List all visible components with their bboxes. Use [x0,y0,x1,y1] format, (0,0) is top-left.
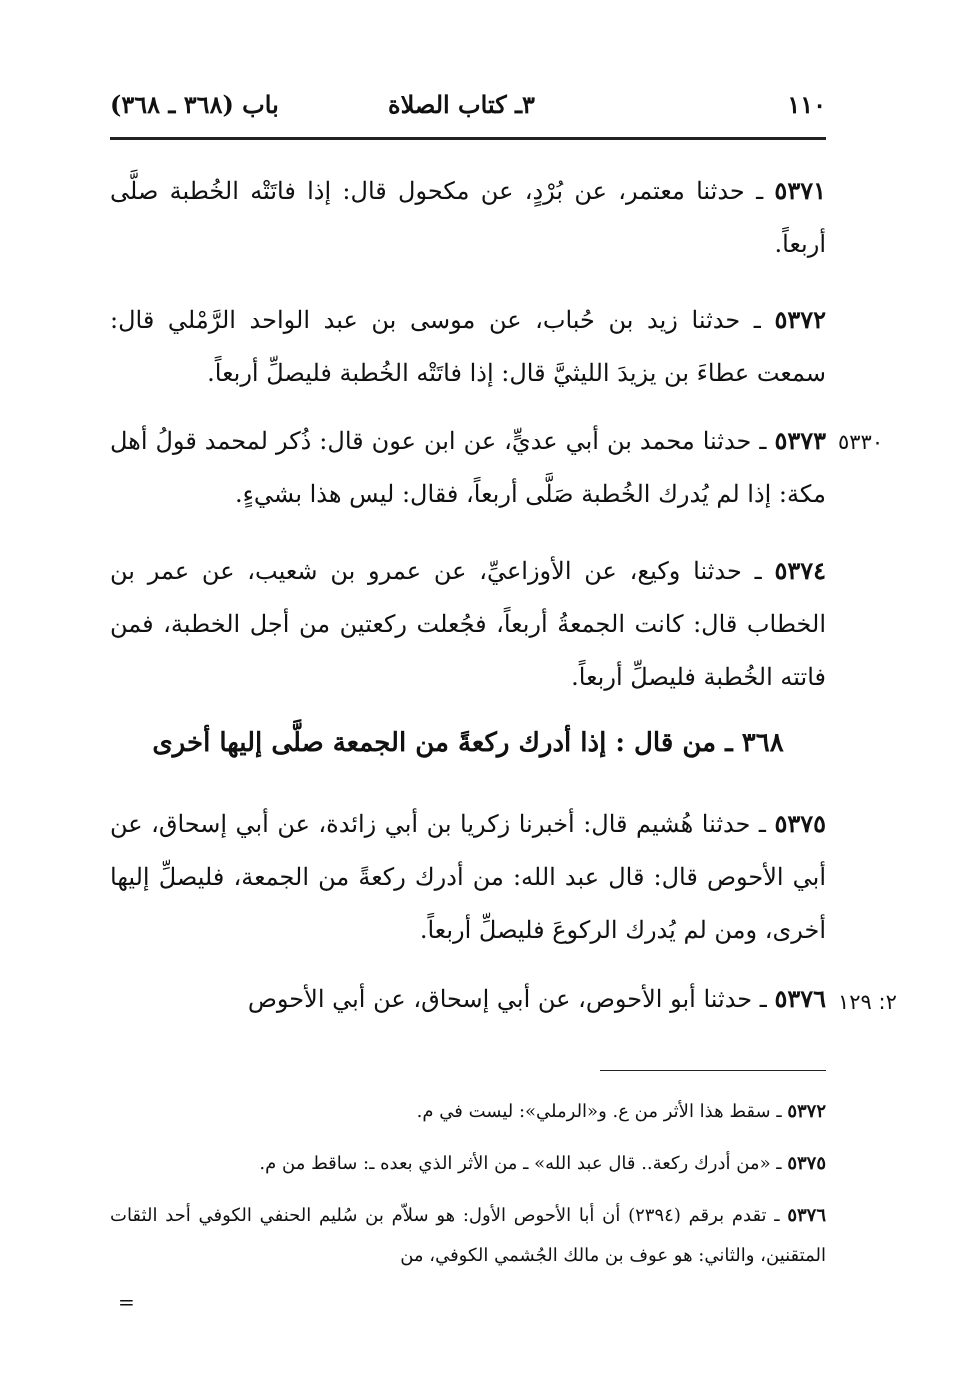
hadith-number: ٥٣٧٥ [774,809,826,838]
hadith-text: ـ حدثنا معتمر، عن بُرْدٍ، عن مكحول قال: إذا فاتَتْه الخُطبة صلَّى أربعاً. [110,177,826,258]
book-title: ٣ـ كتاب الصلاة [388,90,535,119]
hadith-number: ٥٣٧٤ [774,556,826,585]
continuation-mark: = [118,1290,135,1314]
page-number: ١١٠ [787,90,826,119]
footnote [110,1144,826,1184]
footnote-text: ـ تقدم برقم (٢٣٩٤) أن أبا الأحوص الأول: هو سلاّم بن سُليم الحنفي الكوفي أحد الثقات المتقنين، والثاني: هو عوف بن مالك الجُشمي الكوفي، من [110,1205,826,1266]
hadith-number: ٥٣٧٣ [774,426,826,455]
hadith-number: ٥٣٧٦ [774,984,826,1013]
hadith-5376 [110,972,826,1026]
hadith-text: ـ حدثنا أبو الأحوص، عن أبي إسحاق، عن أبي الأحوص [247,985,767,1013]
header-rule [110,137,826,140]
page-header [110,82,826,126]
footnote-number: ٥٣٧٥ [787,1153,826,1174]
footnote [110,1196,826,1276]
hadith-5371 [110,164,826,271]
hadith-5373 [110,414,826,521]
hadith-text: ـ حدثنا محمد بن أبي عديٍّ، عن ابن عون قال: ذُكر لمحمد قولُ أهل مكة: إذا لم يُدرك الخُطبة صَلَّى أربعاً، فقال: ليس هذا بشيءٍ. [110,427,826,508]
hadith-number: ٥٣٧٢ [774,305,826,334]
footnote-number: ٥٣٧٦ [787,1205,826,1226]
footnote [110,1092,826,1132]
margin-note: ٥٣٣٠ [838,430,884,454]
chapter-range: باب (٣٦٨ ـ ٣٦٨) [110,90,279,119]
hadith-text: ـ حدثنا زيد بن حُباب، عن موسى بن عبد الواحد الرَّمْلي قال: سمعت عطاءَ بن يزيدَ الليثيَّ قال: إذا فاتَتْه الخُطبة فليصلِّ أربعاً. [110,306,826,387]
hadith-text: ـ حدثنا وكيع، عن الأوزاعيِّ، عن عمرو بن شعيب، عن عمر بن الخطاب قال: كانت الجمعةُ أربعاً، فجُعلت ركعتين من أجل الخطبة، فمن فاتته الخُطبة فليصلِّ أربعاً. [110,557,826,691]
footnote-text: ـ سقط هذا الأثر من ع. و«الرملي»: ليست في م. [416,1101,782,1122]
section-heading: ٣٦٨ ـ من قال : إذا أدرك ركعةً من الجمعة صلَّى إليها أخرى [152,728,784,758]
hadith-text: ـ حدثنا هُشيم قال: أخبرنا زكريا بن أبي زائدة، عن أبي إسحاق، عن أبي الأحوص قال: قال عبد الله: من أدرك ركعةً من الجمعة، فليصلِّ إليها أخرى، ومن لم يُدرك الركوعَ فليصلِّ أربعاً. [110,810,826,944]
hadith-5372 [110,293,826,400]
hadith-number: ٥٣٧١ [774,176,826,205]
footnote-rule [600,1070,826,1071]
margin-note: ٢: ١٢٩ [838,990,897,1014]
footnote-text: ـ «من أدرك ركعة.. قال عبد الله» ـ من الأثر الذي بعده ـ: ساقط من م. [259,1153,782,1174]
hadith-5375 [110,797,826,957]
footnote-number: ٥٣٧٢ [787,1101,826,1122]
hadith-5374 [110,544,826,704]
